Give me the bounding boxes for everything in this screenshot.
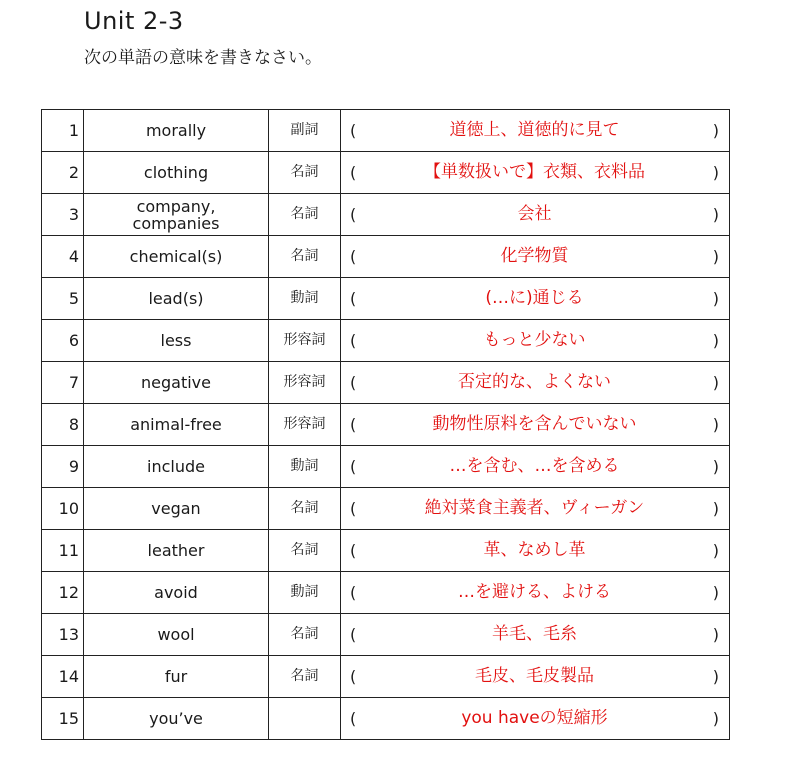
vocab-word: animal-free [84,404,269,446]
part-of-speech: 動詞 [269,278,341,320]
meaning-cell [341,530,730,572]
meaning-answer: …を含む、…を含める [449,456,620,476]
table-row [42,530,730,572]
row-number: 6 [42,320,84,362]
close-paren: ) [712,499,719,518]
row-number: 9 [42,446,84,488]
meaning-answer: (…に)通じる [485,288,584,308]
meaning-answer: …を避ける、よける [458,582,611,602]
close-paren: ) [712,415,719,434]
open-paren: ( [350,415,357,434]
row-number: 10 [42,488,84,530]
open-paren: ( [350,289,357,308]
part-of-speech: 名詞 [269,614,341,656]
row-number: 11 [42,530,84,572]
open-paren: ( [350,457,357,476]
vocabulary-table [41,109,730,740]
meaning-answer: 化学物質 [500,246,569,266]
part-of-speech [269,698,341,740]
meaning-answer: 羊毛、毛糸 [492,624,577,644]
part-of-speech: 副詞 [269,110,341,152]
meaning-cell [341,362,730,404]
part-of-speech: 形容詞 [269,362,341,404]
meaning-answer: 絶対菜食主義者、ヴィーガン [424,498,645,518]
part-of-speech: 名詞 [269,152,341,194]
close-paren: ) [712,541,719,560]
meaning-answer: 動物性原料を含んでいない [432,414,637,434]
open-paren: ( [350,709,357,728]
vocab-word: clothing [84,152,269,194]
close-paren: ) [712,373,719,392]
meaning-cell [341,278,730,320]
close-paren: ) [712,163,719,182]
row-number: 2 [42,152,84,194]
meaning-cell [341,110,730,152]
part-of-speech: 名詞 [269,194,341,236]
table-row [42,110,730,152]
meaning-cell [341,236,730,278]
vocab-word: lead(s) [84,278,269,320]
close-paren: ) [712,289,719,308]
meaning-answer: 革、なめし革 [483,540,586,560]
vocab-word: morally [84,110,269,152]
meaning-cell [341,572,730,614]
meaning-answer: 道徳上、道徳的に見て [449,120,620,140]
vocab-word: include [84,446,269,488]
open-paren: ( [350,247,357,266]
meaning-answer: you haveの短縮形 [461,708,608,728]
close-paren: ) [712,121,719,140]
part-of-speech: 形容詞 [269,320,341,362]
worksheet-instruction: 次の単語の意味を書きなさい。 [84,48,322,68]
meaning-cell [341,320,730,362]
part-of-speech: 名詞 [269,656,341,698]
meaning-answer: 会社 [517,204,552,224]
table-row [42,278,730,320]
meaning-cell [341,488,730,530]
meaning-cell [341,152,730,194]
part-of-speech: 形容詞 [269,404,341,446]
open-paren: ( [350,205,357,224]
vocab-word: leather [84,530,269,572]
row-number: 1 [42,110,84,152]
meaning-answer: 毛皮、毛皮製品 [475,666,594,686]
table-row [42,698,730,740]
open-paren: ( [350,625,357,644]
close-paren: ) [712,709,719,728]
close-paren: ) [712,583,719,602]
open-paren: ( [350,331,357,350]
meaning-answer: もっと少ない [483,330,586,350]
row-number: 5 [42,278,84,320]
table-row [42,488,730,530]
part-of-speech: 名詞 [269,488,341,530]
table-row [42,152,730,194]
close-paren: ) [712,331,719,350]
open-paren: ( [350,163,357,182]
meaning-cell [341,404,730,446]
part-of-speech: 名詞 [269,530,341,572]
row-number: 4 [42,236,84,278]
meaning-answer: 【単数扱いで】衣類、衣料品 [424,162,645,182]
open-paren: ( [350,583,357,602]
vocab-word: less [84,320,269,362]
open-paren: ( [350,667,357,686]
open-paren: ( [350,541,357,560]
vocab-word: vegan [84,488,269,530]
worksheet-title: Unit 2-3 [84,7,184,35]
row-number: 14 [42,656,84,698]
meaning-cell [341,614,730,656]
meaning-answer: 否定的な、よくない [458,372,611,392]
close-paren: ) [712,457,719,476]
vocab-word: company, companies [84,194,269,236]
table-row [42,446,730,488]
open-paren: ( [350,121,357,140]
open-paren: ( [350,373,357,392]
vocab-word: avoid [84,572,269,614]
meaning-cell [341,656,730,698]
row-number: 7 [42,362,84,404]
meaning-cell [341,194,730,236]
table-row [42,362,730,404]
row-number: 3 [42,194,84,236]
vocab-word: wool [84,614,269,656]
part-of-speech: 名詞 [269,236,341,278]
part-of-speech: 動詞 [269,446,341,488]
vocab-word: you’ve [84,698,269,740]
part-of-speech: 動詞 [269,572,341,614]
row-number: 8 [42,404,84,446]
close-paren: ) [712,625,719,644]
meaning-cell [341,698,730,740]
table-row [42,320,730,362]
vocab-word: chemical(s) [84,236,269,278]
table-row [42,572,730,614]
close-paren: ) [712,247,719,266]
row-number: 12 [42,572,84,614]
vocab-word: fur [84,656,269,698]
close-paren: ) [712,205,719,224]
table-row [42,194,730,236]
table-row [42,656,730,698]
close-paren: ) [712,667,719,686]
table-row [42,614,730,656]
row-number: 15 [42,698,84,740]
table-row [42,236,730,278]
vocab-word: negative [84,362,269,404]
meaning-cell [341,446,730,488]
table-row [42,404,730,446]
open-paren: ( [350,499,357,518]
row-number: 13 [42,614,84,656]
